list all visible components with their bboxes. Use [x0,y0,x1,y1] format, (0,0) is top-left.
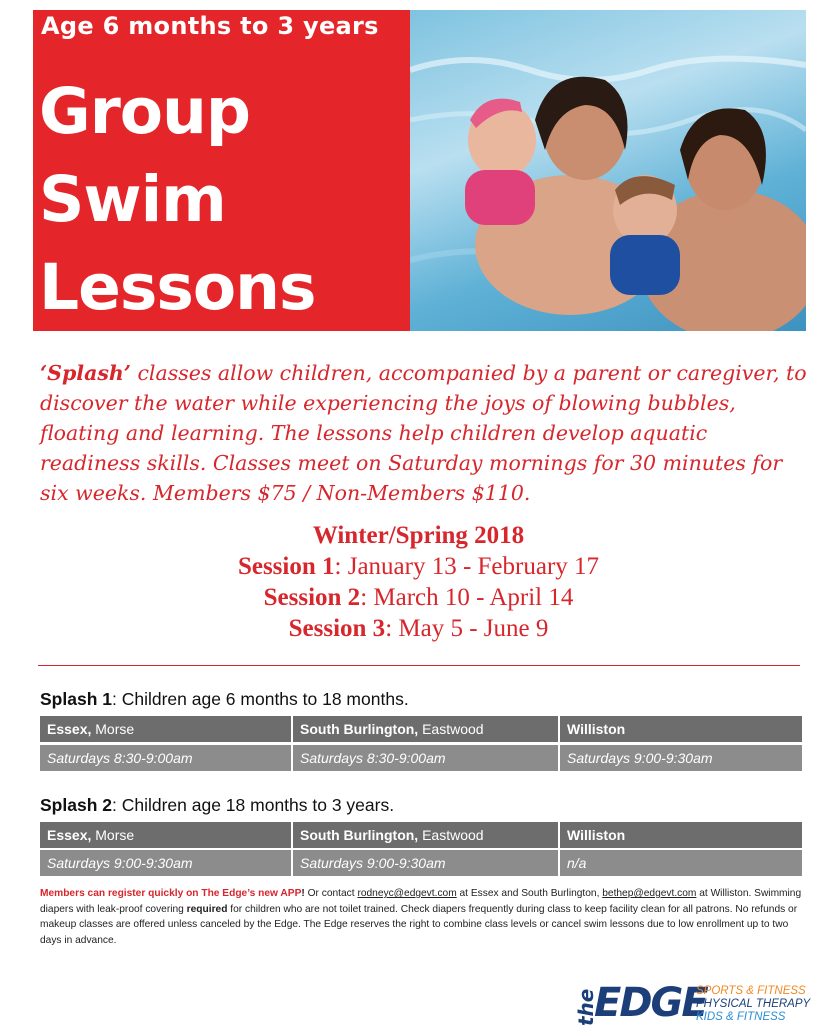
session-3-name: Session 3 [288,615,386,642]
splash-1-heading [40,689,409,710]
site-label: Morse [91,827,135,843]
session-3-dates: : May 5 - June 9 [385,615,549,642]
session-1 [0,551,837,582]
session-3 [0,613,837,644]
town-label: Essex, [47,827,92,843]
location-williston [560,822,802,848]
splash-2-name: Splash 2 [40,795,112,815]
town-label: South Burlington, [300,827,419,843]
logo-tag-kids: KIDS & FITNESS [696,1011,786,1023]
table-row [40,745,802,771]
hero-photo [410,10,806,331]
required-label: required [186,903,228,915]
location-south-burlington [293,716,558,742]
policy-text: for children who are not toilet trained. Check diapers frequently during class to keep facility clean for all patrons. No refunds or makeup classes are offered unless canceled by the Edge. The Edge reserves the right to combine class levels or cancel swim lessons due to low enrollment up to two days in advance. [40,903,798,946]
email-link-bethe[interactable]: bethep@edgevt.com [602,888,697,899]
time-essex: Saturdays 8:30-9:00am [40,745,291,771]
session-1-name: Session 1 [237,553,335,580]
footer-notes [40,886,810,948]
splash-word: ‘Splash’ [40,361,131,385]
intro-text: classes allow children, accompanied by a parent or caregiver, to discover the water while experiencing the joys of blowing bubbles, floating and learning. The lessons help children develop aquatic readiness skills. Classes meet on Saturday mornings for 30 minutes for six weeks. Members $75 / Non-Members $110. [40,361,807,505]
session-2-name: Session 2 [263,584,361,611]
app-promo: Members can register quickly on The Edge’s new APP [40,888,302,899]
hero-banner [33,10,806,331]
table-row [40,850,802,876]
town-label: Williston [567,827,626,843]
logo-tag-sports: SPORTS & FITNESS [696,985,806,997]
season-title: Winter/Spring 2018 [312,522,525,549]
location-essex [40,822,291,848]
location-williston [560,716,802,742]
location-essex [40,716,291,742]
splash-2-heading [40,795,394,816]
splash-1-desc: : Children age 6 months to 18 months. [111,689,409,709]
edge-logo [572,982,812,1030]
logo-tag-physical-therapy: PHYSICAL THERAPY [696,998,811,1010]
town-label: Williston [567,721,626,737]
section-divider [38,665,800,666]
time-south-burlington: Saturdays 9:00-9:30am [293,850,558,876]
contact-text: at Essex and South Burlington, [456,888,603,899]
site-label: Eastwood [418,827,484,843]
splash-2-desc: : Children age 18 months to 3 years. [111,795,395,815]
location-south-burlington [293,822,558,848]
town-label: Essex, [47,721,92,737]
session-1-dates: : January 13 - February 17 [334,553,600,580]
contact-text: Or contact [304,888,358,899]
swimmers-illustration [410,10,806,331]
time-williston: n/a [560,850,802,876]
intro-paragraph [40,358,810,508]
session-2 [0,582,837,613]
logo-the: the [574,988,598,1026]
table-header-row [40,716,802,742]
site-label: Morse [91,721,135,737]
splash-1-name: Splash 1 [40,689,112,709]
session-2-dates: : March 10 - April 14 [360,584,574,611]
age-label: Age 6 months to 3 years [41,12,379,40]
time-essex: Saturdays 9:00-9:30am [40,850,291,876]
email-link-rodney[interactable]: rodneyc@edgevt.com [357,888,457,899]
title-line-1: Group [39,75,251,148]
session-schedule [0,520,837,644]
title-line-2: Swim [39,163,226,236]
time-williston: Saturdays 9:00-9:30am [560,745,802,771]
time-south-burlington: Saturdays 8:30-9:00am [293,745,558,771]
table-header-row [40,822,802,848]
contact-text: at Williston. Swimming diapers with leak-proof covering [40,888,802,915]
logo-edge: EDGE [594,980,707,1026]
town-label: South Burlington, [300,721,419,737]
hero-red-panel [33,10,410,331]
page-title [39,68,316,332]
site-label: Eastwood [418,721,484,737]
app-promo-bang: ! [301,888,305,899]
title-line-3: Lessons [39,251,316,324]
